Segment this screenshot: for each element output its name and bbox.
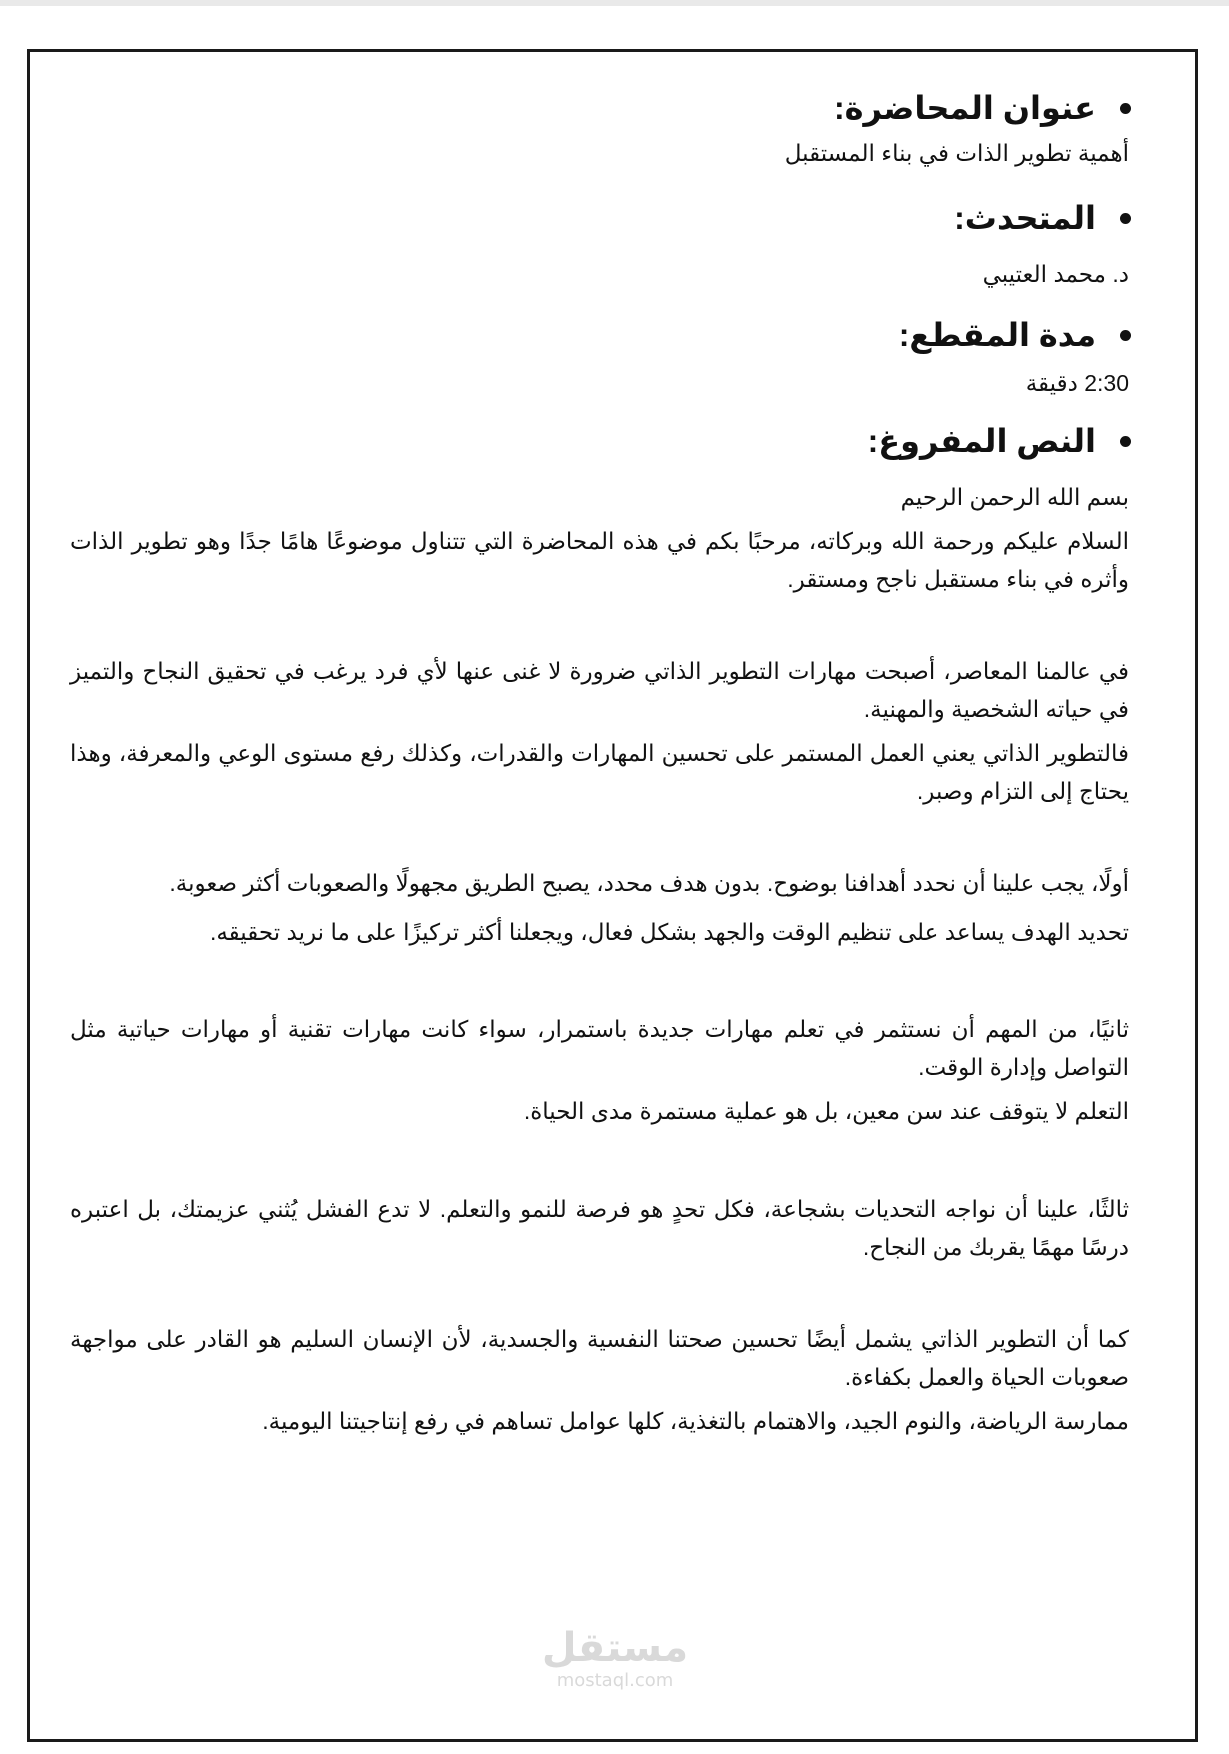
- heading-lecture-title: عنوان المحاضرة:: [834, 88, 1131, 128]
- mostaql-watermark: [520, 1625, 710, 1691]
- transcript-paragraph: فالتطوير الذاتي يعني العمل المستمر على تحسين المهارات والقدرات، وكذلك رفع مستوى الوعي والمعرفة، وهذا يحتاج إلى التزام وصبر.: [70, 740, 1129, 804]
- speaker-value: د. محمد العتيبي: [982, 261, 1129, 287]
- heading-speaker: المتحدث:: [954, 198, 1131, 238]
- bullet-icon: [1120, 436, 1131, 447]
- transcript-paragraph: تحديد الهدف يساعد على تنظيم الوقت والجهد بشكل فعال، ويجعلنا أكثر تركيزًا على ما نريد تحقيقه.: [209, 919, 1129, 945]
- transcript-paragraph: ثالثًا، علينا أن نواجه التحديات بشجاعة، فكل تحدٍ هو فرصة للنمو والتعلم. لا تدع الفشل يُثني عزيمتك، بل اعتبره درسًا مهمًا يقربك من النجاح.: [70, 1196, 1129, 1260]
- heading-duration: مدة المقطع:: [899, 315, 1131, 355]
- transcript-paragraph: السلام عليكم ورحمة الله وبركاته، مرحبًا بكم في هذه المحاضرة التي تتناول موضوعًا هامًا جدًا وهو تطوير الذات وأثره في بناء مستقبل ناجح ومستقر.: [70, 528, 1129, 592]
- bullet-icon: [1120, 330, 1131, 341]
- bullet-icon: [1120, 103, 1131, 114]
- heading-transcript: النص المفروغ:: [868, 421, 1131, 461]
- transcript-paragraph: في عالمنا المعاصر، أصبحت مهارات التطوير الذاتي ضرورة لا غنى عنها لأي فرد يرغب في تحقيق النجاح والتميز في حياته الشخصية والمهنية.: [70, 658, 1129, 722]
- lecture-title-value: أهمية تطوير الذات في بناء المستقبل: [784, 140, 1129, 166]
- transcript-paragraph: التعلم لا يتوقف عند سن معين، بل هو عملية مستمرة مدى الحياة.: [523, 1098, 1129, 1124]
- transcript-paragraph: ممارسة الرياضة، والنوم الجيد، والاهتمام بالتغذية، كلها عوامل تساهم في رفع إنتاجيتنا اليومية.: [262, 1408, 1129, 1434]
- watermark-arabic-logo: مستقل: [541, 1625, 689, 1671]
- transcript-paragraph: أولًا، يجب علينا أن نحدد أهدافنا بوضوح. بدون هدف محدد، يصبح الطريق مجهولًا والصعوبات أكثر صعوبة.: [169, 870, 1129, 896]
- top-edge-shade: [0, 0, 1229, 6]
- basmala-line: بسم الله الرحمن الرحيم: [900, 484, 1129, 510]
- watermark-latin-text: mostaql.com: [556, 1670, 674, 1691]
- transcript-paragraph: ثانيًا، من المهم أن نستثمر في تعلم مهارات جديدة باستمرار، سواء كانت مهارات تقنية أو مهارات حياتية مثل التواصل وإدارة الوقت.: [70, 1016, 1129, 1080]
- transcript-paragraph: كما أن التطوير الذاتي يشمل أيضًا تحسين صحتنا النفسية والجسدية، لأن الإنسان السليم هو القادر على مواجهة صعوبات الحياة والعمل بكفاءة.: [70, 1326, 1129, 1390]
- duration-value: 2:30 دقيقة: [1025, 370, 1129, 396]
- bullet-icon: [1120, 213, 1131, 224]
